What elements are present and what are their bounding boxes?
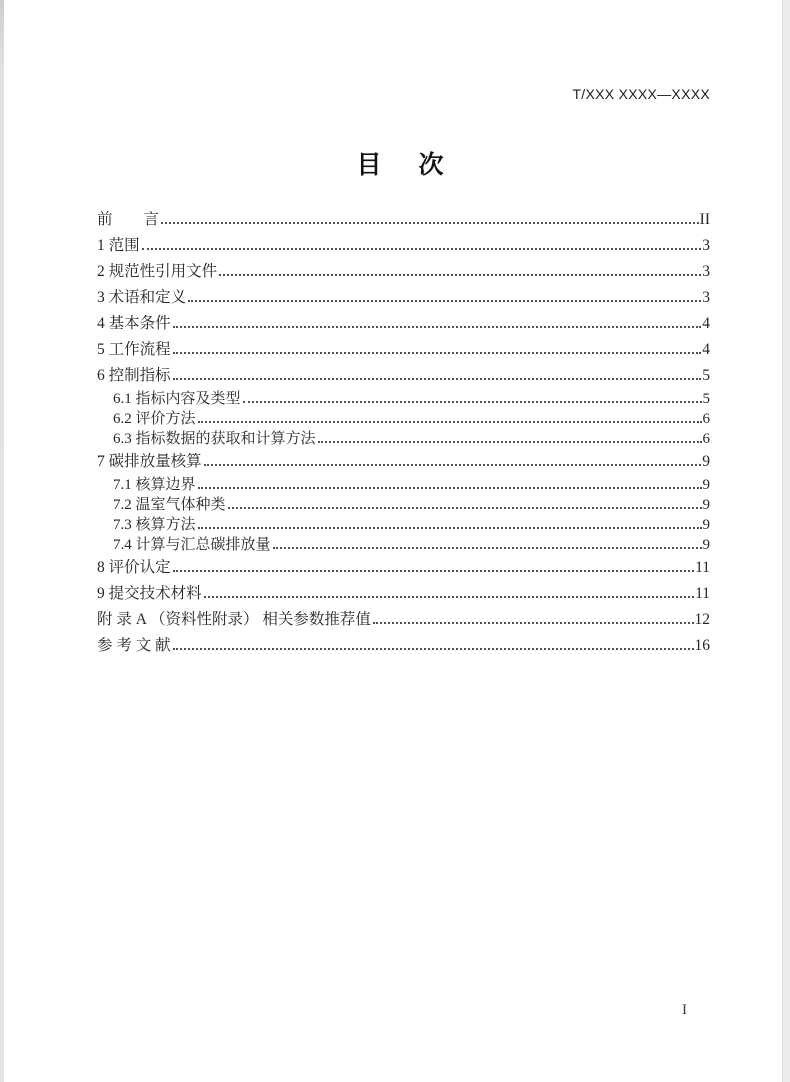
toc-entry-page-number: 3 xyxy=(702,289,710,306)
dot-leader xyxy=(204,596,694,598)
standard-code: T/XXX XXXX—XXXX xyxy=(572,86,710,102)
viewer-edge-left xyxy=(0,0,4,1082)
toc-entry-page-number: 11 xyxy=(695,559,710,576)
toc-entry-label: 前 言 xyxy=(97,211,160,228)
dot-leader xyxy=(188,300,701,302)
toc-title: 目 次 xyxy=(356,151,450,179)
toc-list xyxy=(97,207,710,659)
toc-entry-page-number: II xyxy=(699,211,710,228)
toc-entry xyxy=(97,581,710,607)
toc-entry-label: 5 工作流程 xyxy=(97,341,171,358)
dot-leader xyxy=(273,547,702,549)
dot-leader xyxy=(198,487,702,489)
toc-entry-page-number: 5 xyxy=(702,367,710,384)
toc-entry xyxy=(97,337,710,363)
toc-entry xyxy=(97,449,710,475)
dot-leader xyxy=(373,622,694,624)
toc-entry-page-number: 5 xyxy=(702,391,710,407)
dot-leader xyxy=(204,464,702,466)
dot-leader xyxy=(219,274,701,276)
toc-entry-page-number: 9 xyxy=(702,517,710,533)
footer-page-number: I xyxy=(682,1002,687,1018)
dot-leader xyxy=(198,421,702,423)
toc-entry-page-number: 4 xyxy=(702,315,710,332)
toc-entry-page-number: 3 xyxy=(702,237,710,254)
toc-entry-page-number: 6 xyxy=(702,411,710,427)
dot-leader xyxy=(142,248,702,250)
toc-entry-page-number: 16 xyxy=(694,637,710,654)
dot-leader xyxy=(161,222,699,224)
toc-entry xyxy=(97,633,710,659)
toc-entry xyxy=(97,409,710,429)
dot-leader xyxy=(318,441,702,443)
toc-entry-label: 3 术语和定义 xyxy=(97,289,187,306)
dot-leader xyxy=(173,570,694,572)
toc-entry xyxy=(97,311,710,337)
dot-leader xyxy=(173,326,702,328)
toc-entry-page-number: 9 xyxy=(702,477,710,493)
toc-entry xyxy=(97,535,710,555)
toc-entry xyxy=(97,495,710,515)
viewer-edge-right xyxy=(782,0,790,1082)
toc-entry xyxy=(97,475,710,495)
toc-entry-label: 附 录 A （资料性附录） 相关参数推荐值 xyxy=(97,611,371,628)
toc-entry xyxy=(97,607,710,633)
dot-leader xyxy=(198,527,702,529)
toc-entry xyxy=(97,429,710,449)
toc-entry-page-number: 9 xyxy=(702,537,710,553)
toc-entry-label: 7.1 核算边界 xyxy=(113,477,196,493)
toc-entry xyxy=(97,515,710,535)
toc-entry xyxy=(97,363,710,389)
toc-entry xyxy=(97,285,710,311)
dot-leader xyxy=(173,648,694,650)
toc-entry xyxy=(97,259,710,285)
toc-entry-page-number: 9 xyxy=(702,453,710,470)
toc-entry-label: 2 规范性引用文件 xyxy=(97,263,218,280)
toc-entry-label: 9 提交技术材料 xyxy=(97,585,202,602)
toc-entry-label: 7.4 计算与汇总碳排放量 xyxy=(113,537,271,553)
toc-entry-label: 7.2 温室气体种类 xyxy=(113,497,226,513)
toc-entry-page-number: 11 xyxy=(695,585,710,602)
toc-entry-page-number: 12 xyxy=(694,611,710,628)
dot-leader xyxy=(173,378,702,380)
toc-entry xyxy=(97,207,710,233)
toc-entry-page-number: 6 xyxy=(702,431,710,447)
toc-entry-label: 6.1 指标内容及类型 xyxy=(113,391,241,407)
toc-entry-label: 参 考 文 献 xyxy=(97,637,171,654)
toc-entry-label: 4 基本条件 xyxy=(97,315,171,332)
toc-entry-page-number: 3 xyxy=(702,263,710,280)
toc-entry-label: 6.3 指标数据的获取和计算方法 xyxy=(113,431,316,447)
toc-entry-label: 1 范围 xyxy=(97,237,140,254)
toc-entry xyxy=(97,233,710,259)
toc-entry xyxy=(97,555,710,581)
toc-entry-label: 6 控制指标 xyxy=(97,367,171,384)
dot-leader xyxy=(228,507,702,509)
toc-entry-label: 8 评价认定 xyxy=(97,559,171,576)
toc-entry-page-number: 4 xyxy=(702,341,710,358)
toc-entry xyxy=(97,389,710,409)
dot-leader xyxy=(173,352,702,354)
toc-entry-page-number: 9 xyxy=(702,497,710,513)
toc-entry-label: 7 碳排放量核算 xyxy=(97,453,202,470)
toc-entry-label: 7.3 核算方法 xyxy=(113,517,196,533)
toc-entry-label: 6.2 评价方法 xyxy=(113,411,196,427)
dot-leader xyxy=(243,401,702,403)
